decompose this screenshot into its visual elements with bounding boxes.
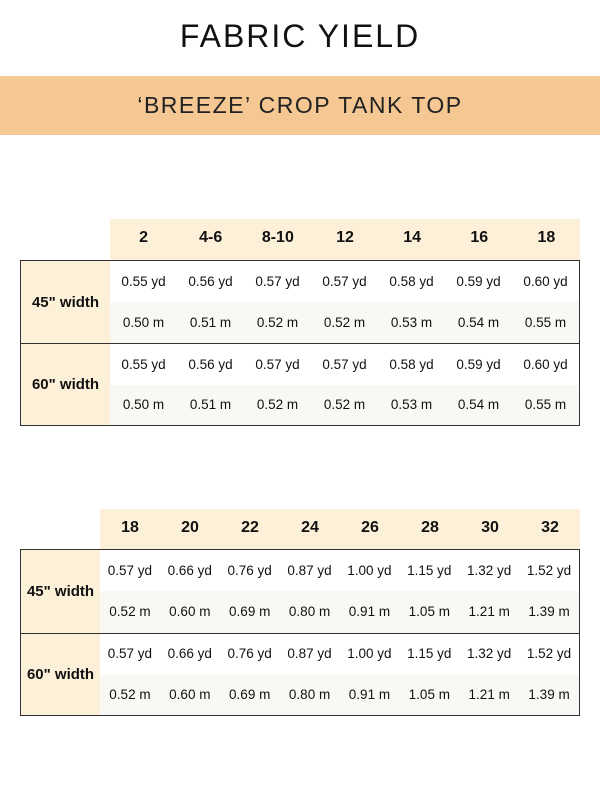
yardage-cell: 0.55 yd	[121, 274, 166, 289]
yardage-cell: 0.87 yd	[287, 563, 332, 579]
size-header: 12	[336, 229, 354, 246]
size-header: 8-10	[261, 229, 294, 246]
yardage-cell: 0.66 yd	[167, 646, 212, 662]
meterage-cell: 0.53 m	[390, 397, 433, 413]
page-title: FABRIC YIELD	[179, 18, 421, 54]
size-header: 18	[121, 519, 139, 536]
meterage-cell: 0.53 m	[390, 315, 433, 330]
yardage-cell: 1.00 yd	[347, 563, 392, 579]
meterage-row	[110, 302, 579, 343]
meterage-cell: 0.54 m	[457, 315, 500, 330]
yardage-cell: 1.32 yd	[467, 563, 512, 579]
meterage-cell: 1.05 m	[408, 687, 450, 703]
meterage-cell: 0.60 m	[169, 604, 211, 620]
yardage-cell: 0.66 yd	[167, 563, 212, 579]
size-header: 20	[181, 519, 199, 536]
size-header: 22	[241, 519, 259, 536]
yardage-cell: 0.58 yd	[389, 274, 434, 289]
yardage-cell: 0.57 yd	[107, 563, 153, 579]
yardage-cell: 0.76 yd	[227, 563, 272, 579]
meterage-cell: 0.52 m	[323, 397, 366, 413]
size-header-row	[110, 219, 580, 260]
meterage-cell: 1.39 m	[528, 687, 570, 703]
yardage-cell: 1.52 yd	[526, 563, 572, 579]
yield-table-body	[20, 260, 580, 426]
width-group	[21, 633, 579, 716]
meterage-cell: 0.91 m	[348, 687, 391, 703]
yardage-cell: 0.57 yd	[255, 356, 300, 372]
meterage-cell: 0.52 m	[323, 315, 366, 330]
yardage-cell: 1.52 yd	[526, 646, 572, 662]
size-header: 30	[481, 519, 499, 536]
size-header: 24	[301, 519, 319, 536]
meterage-cell: 1.39 m	[528, 604, 570, 620]
yardage-cell: 0.59 yd	[456, 356, 501, 372]
yardage-cell: 0.59 yd	[456, 274, 501, 289]
yardage-cell: 1.15 yd	[407, 646, 452, 662]
pattern-name: ‘BREEZE’ CROP TANK TOP	[137, 92, 463, 118]
yardage-cell: 0.56 yd	[188, 356, 233, 372]
meterage-cell: 0.69 m	[229, 604, 271, 620]
yardage-cell: 0.58 yd	[389, 356, 434, 372]
size-header: 18	[537, 229, 556, 246]
meterage-cell: 0.50 m	[122, 397, 165, 413]
meterage-cell: 0.55 m	[524, 397, 567, 413]
yardage-cell: 0.60 yd	[523, 274, 568, 289]
meterage-cell: 0.52 m	[256, 397, 299, 413]
meterage-cell: 0.60 m	[169, 687, 211, 703]
width-group	[21, 550, 579, 633]
fabric-width-label: 45" width	[21, 550, 100, 633]
meterage-cell: 0.51 m	[189, 315, 232, 330]
fabric-width-label: 60" width	[21, 344, 110, 425]
yardage-cell: 0.76 yd	[227, 646, 272, 662]
yardage-cell: 0.55 yd	[121, 356, 166, 372]
yardage-row	[100, 550, 579, 591]
yardage-row	[110, 344, 579, 385]
fabric-width-label: 60" width	[21, 634, 100, 716]
meterage-cell: 0.80 m	[288, 604, 331, 620]
yield-table-small-sizes	[20, 219, 580, 426]
yardage-row	[100, 634, 579, 675]
yardage-cell: 0.87 yd	[287, 646, 332, 662]
yardage-cell: 1.00 yd	[347, 646, 392, 662]
meterage-row	[100, 591, 579, 632]
meterage-cell: 0.55 m	[524, 315, 567, 330]
yield-table-large-sizes	[20, 509, 580, 716]
meterage-cell: 0.91 m	[348, 604, 391, 620]
meterage-cell: 1.21 m	[468, 604, 510, 620]
yardage-cell: 0.57 yd	[322, 274, 367, 289]
yardage-cell: 0.57 yd	[107, 646, 153, 662]
yardage-row	[110, 261, 579, 302]
width-group	[21, 261, 579, 343]
meterage-cell: 1.21 m	[468, 687, 510, 703]
size-header: 26	[361, 519, 379, 536]
yardage-cell: 0.56 yd	[188, 274, 233, 289]
meterage-row	[100, 674, 579, 715]
size-header: 16	[470, 229, 489, 246]
width-group	[21, 343, 579, 425]
yardage-cell: 0.57 yd	[255, 274, 300, 289]
meterage-cell: 1.05 m	[408, 604, 450, 620]
meterage-cell: 0.69 m	[229, 687, 271, 703]
size-header-row	[100, 509, 580, 549]
size-header: 32	[541, 519, 559, 536]
size-header: 4-6	[199, 229, 223, 246]
meterage-cell: 0.50 m	[122, 315, 165, 330]
meterage-cell: 0.52 m	[109, 687, 151, 703]
yardage-cell: 0.57 yd	[322, 356, 367, 372]
fabric-width-label: 45" width	[21, 261, 110, 343]
size-header: 14	[403, 229, 422, 246]
yardage-cell: 1.32 yd	[467, 646, 512, 662]
meterage-row	[110, 385, 579, 426]
meterage-cell: 0.52 m	[256, 315, 299, 330]
yardage-cell: 0.60 yd	[523, 356, 568, 372]
size-header: 2	[139, 229, 149, 246]
meterage-cell: 0.54 m	[457, 397, 500, 413]
yield-table-body	[20, 549, 580, 716]
yardage-cell: 1.15 yd	[407, 563, 452, 579]
meterage-cell: 0.80 m	[288, 687, 331, 703]
size-header: 28	[421, 519, 439, 536]
meterage-cell: 0.52 m	[109, 604, 151, 620]
pattern-banner	[0, 76, 600, 135]
meterage-cell: 0.51 m	[189, 397, 232, 413]
